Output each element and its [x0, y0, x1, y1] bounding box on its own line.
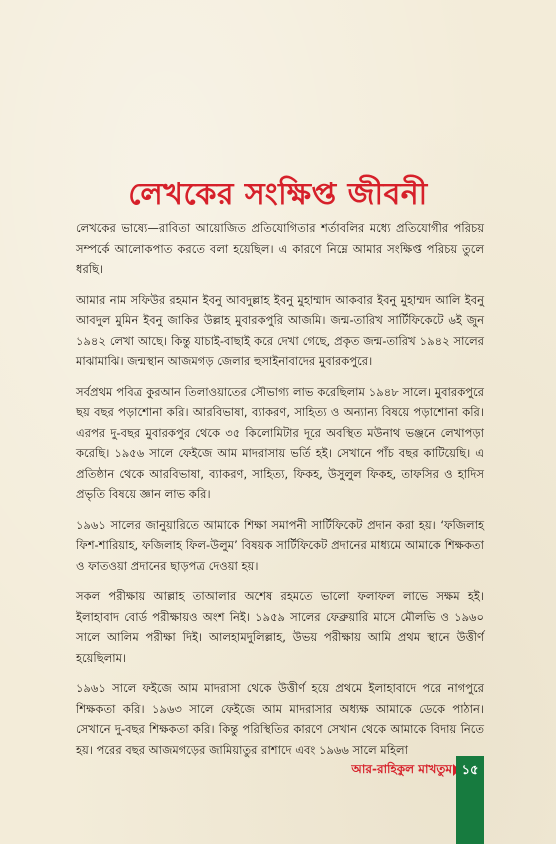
paragraph-teaching: ১৯৬১ সালে ফইজে আম মাদরাসা থেকে উত্তীর্ণ হয়ে প্রথমে ইলাহাবাদে পরে নাগপুরে শিক্ষকতা করি। ১৯৬৩ সালে ফেইজে আম মাদরাসার অধ্যক্ষ আমাকে ডেকে পাঠান। সেখানে দু-বছর শিক্ষকতা করি। কিন্তু পরিস্থিতির কারণে সেখান থেকে আমাকে বিদায় নিতে হয়। পরের বছর আজমগড়ের জামিয়াতুর রাশাদে এবং ১৯৬৬ সালে মহিলা [76, 681, 484, 757]
paragraph-education: সর্বপ্রথম পবিত্র কুরআন তিলাওয়াতের সৌভাগ্য লাভ করেছিলাম ১৯৪৮ সালে। মুবারকপুরে ছয় বছর পড়াশোনা করি। আরবিভাষা, ব্যাকরণ, সাহিত্য ও অন্যান্য বিষয়ে পড়াশোনা করি। এরপর দু-বছর মুবারকপুর থেকে ৩৫ কিলোমিটার দূরে অবস্থিত মউনাথ ভঞ্জনে লেখাপড়া করেছি। ১৯৫৬ সালে ফেইজে আম মাদরাসায় ভর্তি হই। সেখানে পাঁচ বছর কাটিয়েছি। এ প্রতিষ্ঠান থেকে আরবিভাষা, ব্যাকরণ, সাহিত্য, ফিকহ, উসুলুল ফিকহ, তাফসির ও হাদিস প্রভৃতি বিষয়ে জ্ঞান লাভ করি। [76, 384, 484, 501]
body-text [76, 218, 484, 760]
paragraph-exams: সকল পরীক্ষায় আল্লাহ তাআলার অশেষ রহমতে ভালো ফলাফল লাভে সক্ষম হই। ইলাহাবাদ বোর্ড পরীক্ষায়ও অংশ নিই। ১৯৫৯ সালের ফেব্রুয়ারি মাসে মৌলভি ও ১৯৬০ সালে আলিম পরীক্ষা দিই। আলহামদুলিল্লাহ, উভয় পরীক্ষায় আমি প্রথম স্থানে উত্তীর্ণ হয়েছিলাম। [76, 589, 484, 665]
running-footer-title: আর-রাহিকুল মাখতুম [351, 762, 452, 776]
paragraph-intro: লেখকের ভাষ্যে—রাবিতা আয়োজিত প্রতিযোগিতার শর্তাবলির মধ্যে প্রতিযোগীর পরিচয় সম্পর্কে আলোকপাত করতে বলা হয়েছিল। এ কারণে নিম্নে আমার সংক্ষিপ্ত পরিচয় তুলে ধরছি। [76, 221, 484, 276]
paragraph-name-birth: আমার নাম সফিউর রহমান ইবনু আবদুল্লাহ ইবনু মুহাম্মাদ আকবার ইবনু মুহাম্মদ আলি ইবনু আবদুল মুমিন ইবনু জাকির উল্লাহ মুবারকপুরি আজমি। জন্ম-তারিখ সার্টিফিকেটে ৬ই জুন ১৯৪২ লেখা আছে। কিন্তু যাচাই-বাছাই করে দেখা গেছে, প্রকৃত জন্ম-তারিখ ১৯৪২ সালের মাঝামাঝি। জন্মস্থান আজমগড় জেলার হুসাইনাবাদের মুবারকপুরে। [76, 292, 484, 368]
page-number-tab [456, 756, 484, 844]
page-number: ১৫ [461, 763, 479, 778]
page-title: লেখকের সংক্ষিপ্ত জীবনী [128, 177, 428, 212]
paragraph-certificate: ১৯৬১ সালের জানুয়ারিতে আমাকে শিক্ষা সমাপনী সার্টিফিকেট প্রদান করা হয়। ‘ফজিলাহ ফিশ-শারিয়াহ, ফজিলাহ ফিল-উলুম’ বিষয়ক সার্টিফিকেট প্রদানের মাধ্যমে আমাকে শিক্ষকতা ও ফাতওয়া প্রদানের ছাড়পত্র দেওয়া হয়। [76, 517, 484, 573]
